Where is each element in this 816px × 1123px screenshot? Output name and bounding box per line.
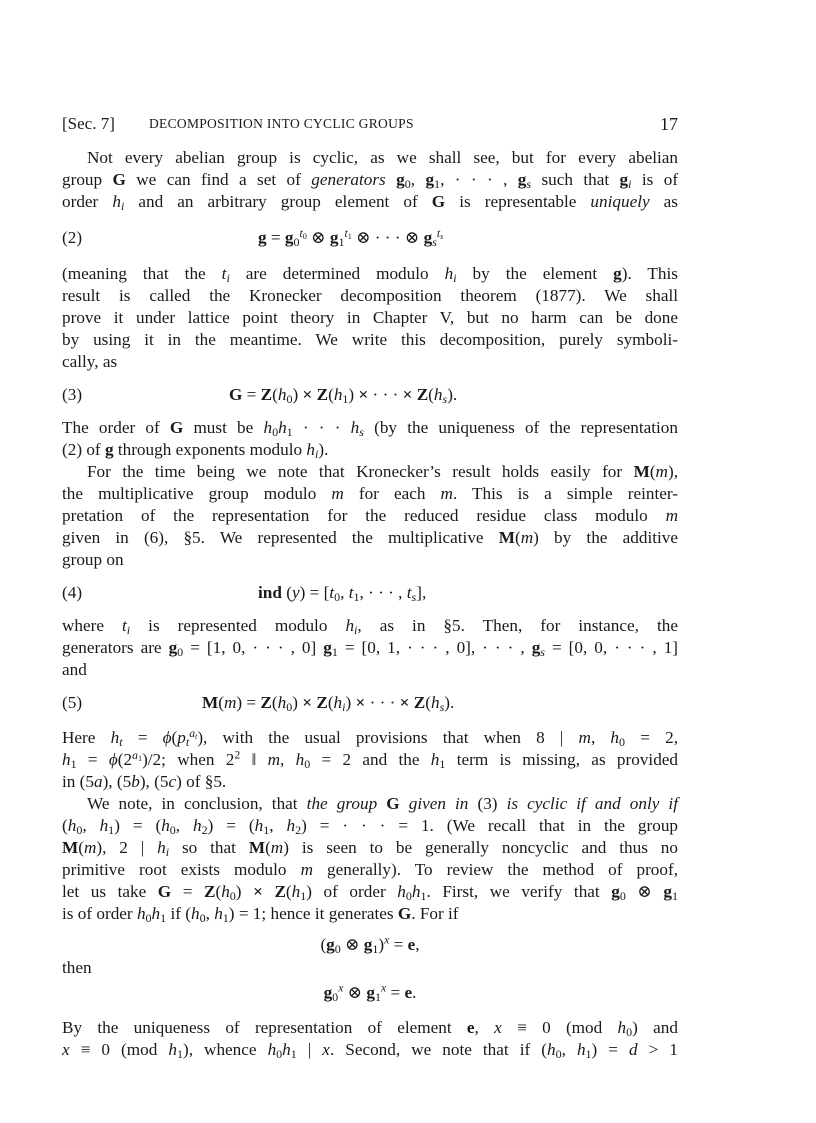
equation-4 <box>62 583 678 607</box>
text-line: given in (6), §5. We represented the multiplicative M(m) by the additive <box>62 528 678 547</box>
text-line: (2) of g through exponents modulo $h_i$). <box>62 440 329 461</box>
text-line: We note, in conclusion, that the group G given in (3) is cyclic if and only if <box>87 794 678 813</box>
text-line: The order of G must be $h_0h_1$ · · · $h_s$ (by the uniqueness of the representation <box>62 418 678 439</box>
equation-body: ($g_0$ ⊗ $g_1)^x = e$, <box>320 933 420 956</box>
equation-label: (5) <box>62 693 83 712</box>
text-line: in (5a), (5b), (5c) of §5. <box>62 772 227 791</box>
text-line: $h_1 = \phi(2^{a_1})/2$; when $2^2$ ‖ m, $h_0 = 2$ and the $h_1$ term is missing, as provided <box>62 748 679 771</box>
running-title: DECOMPOSITION INTO CYCLIC GROUPS <box>149 116 414 131</box>
equation-power-split <box>62 983 678 1007</box>
text-line: result is called the Kronecker decomposition theorem (1877). We shall <box>62 286 678 305</box>
text-line: let us take $G = Z(h_0) \times Z(h_1)$ of order $h_0h_1$. First, we verify that $g_0$ ⊗ $g_1$ <box>62 882 679 903</box>
text-line: the multiplicative group modulo m for each m. This is a simple reinter- <box>62 484 678 503</box>
text-line: group on <box>62 550 124 569</box>
equation-label: (4) <box>62 583 83 602</box>
text-line: ($h_0$, $h_1) = (h_0$, $h_2) = (h_1$, $h_2$) = · · · = 1. (We recall that in the group <box>62 816 679 837</box>
text-line: x ≡ 0 (mod $h_1$), whence $h_0h_1$ | x. Second, we note that if ($h_0$, $h_1) = d > 1$ <box>62 1040 678 1061</box>
text-line: order $h_i$ and an arbitrary group element of G is representable uniquely as <box>62 192 678 213</box>
text-line: and <box>62 660 87 679</box>
equation-body: $g = g_0^{t_0}$ ⊗ $g_1^{t_1}$ ⊗ · · · ⊗ $g_s^{t_s}$ <box>258 226 444 249</box>
text-line: generators are $g_0 = [1$, 0, · · · , 0] $g_1 = [0$, 1, · · · , 0], · · · , $g_s = [0$, 0, · · · , 1] <box>62 638 679 659</box>
text-line: (meaning that the $t_i$ are determined modulo $h_i$ by the element g). This <box>62 264 678 285</box>
equation-power <box>62 935 678 959</box>
equation-label: (2) <box>62 228 83 247</box>
page-number: 17 <box>660 114 678 134</box>
section-label: [Sec. 7] <box>62 114 115 133</box>
text-line: primitive root exists modulo m generally). To review the method of proof, <box>62 860 679 879</box>
text-line: by using it in the meantime. We write this decomposition, purely symboli- <box>62 330 678 349</box>
text-line: Here $h_t = \phi(p_t^{a_t})$, with the usual provisions that when 8 | m, $h_0 = 2$, <box>62 726 678 749</box>
equation-body: $G = Z(h_0) \times Z(h_1)$ × · · · × $Z(h_s)$. <box>229 385 458 406</box>
equation-5 <box>62 693 678 717</box>
equation-label: (3) <box>62 385 83 404</box>
text-line: group G we can find a set of generators $g_0$, $g_1$, · · · , $g_s$ such that $g_i$ is of <box>62 170 679 191</box>
text-line: prove it under lattice point theory in Chapter V, but no harm can be done <box>62 308 678 327</box>
text-line: then <box>62 958 92 977</box>
text-line: By the uniqueness of representation of element e, x ≡ 0 (mod $h_0$) and <box>62 1018 678 1039</box>
text-line: is of order $h_0h_1$ if ($h_0$, $h_1) = 1$; hence it generates G. For if <box>62 904 459 925</box>
equation-2 <box>62 228 678 252</box>
text-line: where $t_i$ is represented modulo $h_i$, as in §5. Then, for instance, the <box>62 616 678 637</box>
equation-3 <box>62 385 678 409</box>
equation-body: $M(m) = Z(h_0) \times Z(h_i)$ × · · · × $Z(h_s)$. <box>202 693 455 714</box>
text-line: pretation of the representation for the reduced residue class modulo m <box>62 506 678 525</box>
text-line: M(m), 2 | $h_i$ so that M(m) is seen to be generally noncyclic and thus no <box>62 838 678 859</box>
text-line: For the time being we note that Kronecker’s result holds easily for M(m), <box>87 462 678 481</box>
equation-body: $g_0^x$ ⊗ $g_1^x = e$. <box>323 981 417 1004</box>
equation-body: ind $(y) = [t_0$, $t_1$, · · · , $t_s$], <box>258 583 427 604</box>
text-line: cally, as <box>62 352 118 371</box>
text-line: Not every abelian group is cyclic, as we shall see, but for every abelian <box>87 148 678 167</box>
